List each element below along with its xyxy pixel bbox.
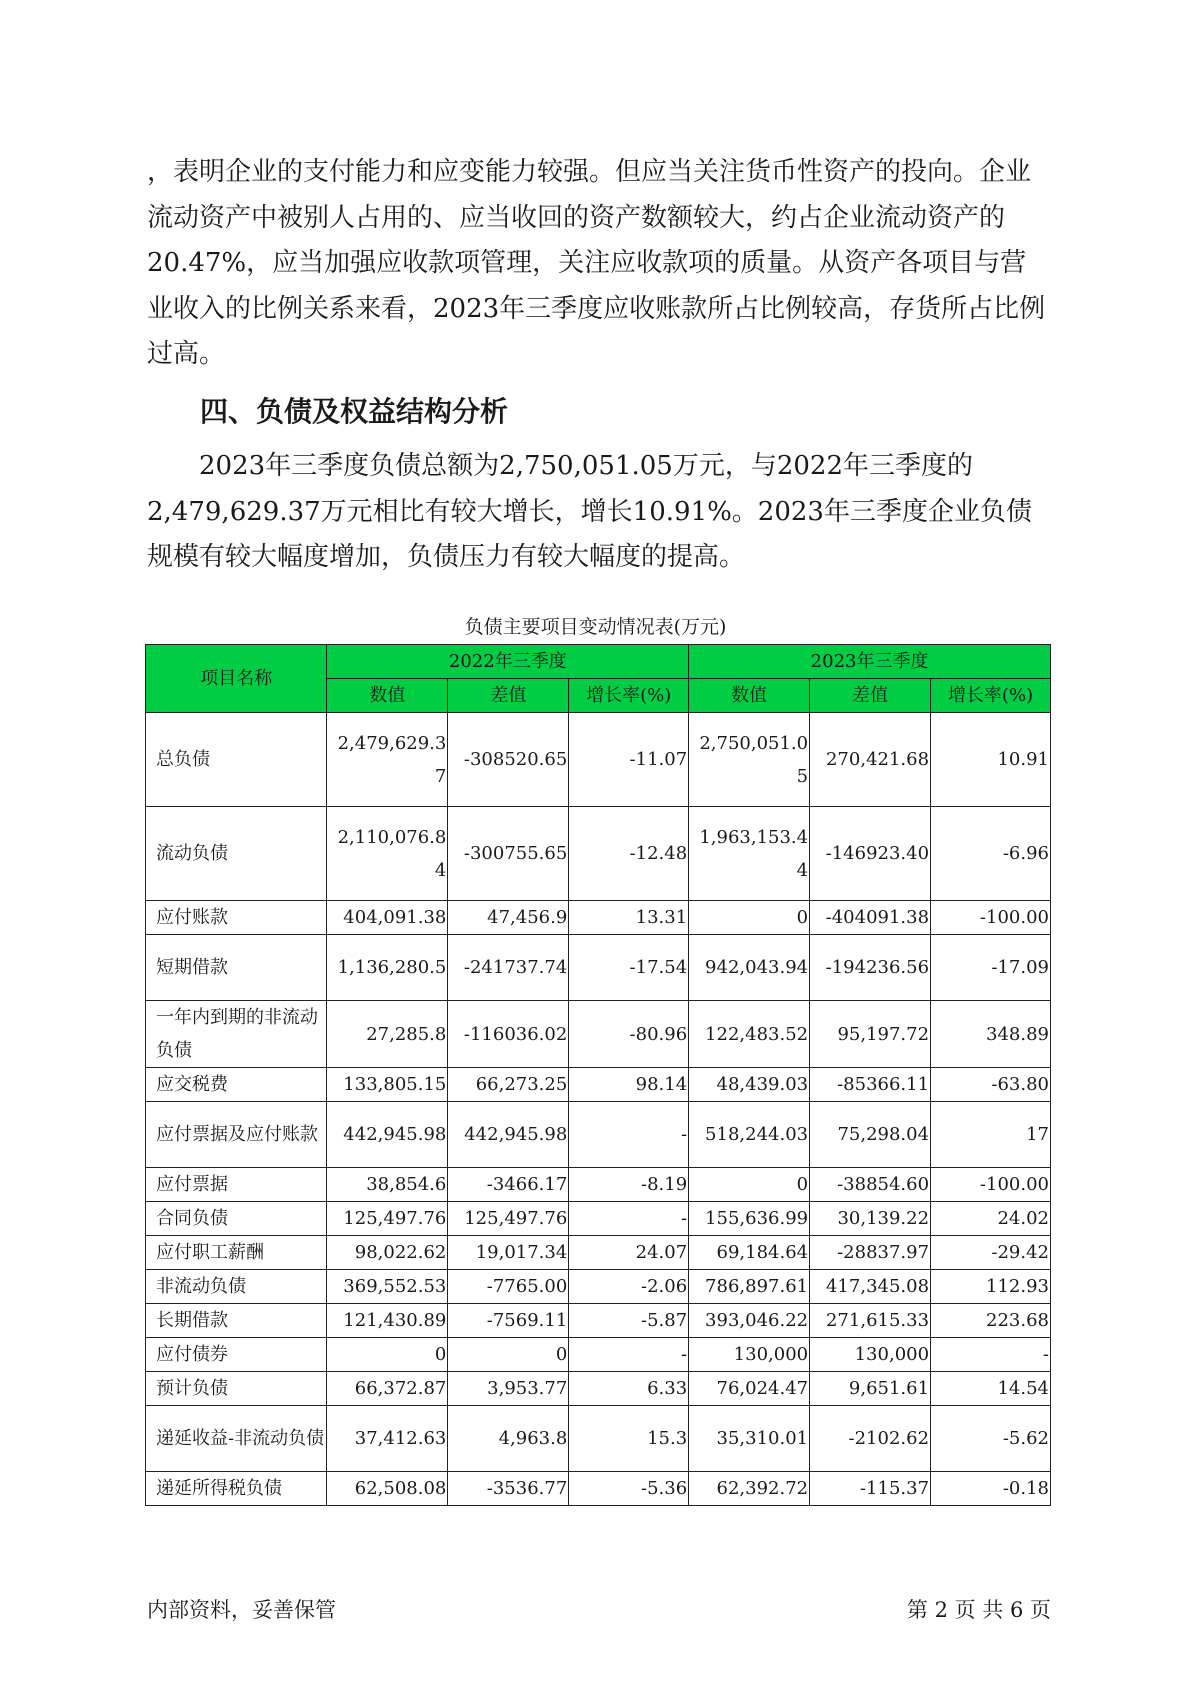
row-label: 应付票据及应付账款 <box>146 1102 327 1168</box>
table-cell: 2,479,629.37 <box>327 713 448 807</box>
table-cell: -85366.11 <box>810 1068 931 1102</box>
table-cell: -3466.17 <box>448 1168 569 1202</box>
table-cell: 35,310.01 <box>689 1406 810 1472</box>
table-cell: 125,497.76 <box>327 1202 448 1236</box>
table-cell: 121,430.89 <box>327 1304 448 1338</box>
table-cell: 98.14 <box>569 1068 689 1102</box>
table-row <box>146 1304 1051 1338</box>
table-cell: -308520.65 <box>448 713 569 807</box>
table-cell: -100.00 <box>931 901 1051 935</box>
table-cell: - <box>569 1102 689 1168</box>
table-cell: 62,392.72 <box>689 1472 810 1506</box>
table-cell: 369,552.53 <box>327 1270 448 1304</box>
table-cell: 17 <box>931 1102 1051 1168</box>
table-cell: -300755.65 <box>448 807 569 901</box>
table-cell: 271,615.33 <box>810 1304 931 1338</box>
table-cell: 942,043.94 <box>689 935 810 1001</box>
table-cell: 786,897.61 <box>689 1270 810 1304</box>
table-row <box>146 1202 1051 1236</box>
table-caption: 负债主要项目变动情况表(万元) <box>464 616 727 638</box>
paragraph-liability-summary: 2023年三季度负债总额为2,750,051.05万元，与2022年三季度的2,479,629.37万元相比有较大增长，增长10.91%。2023年三季度企业负债规模有较大幅度增加，负债压力有较大幅度的提高。 <box>147 451 1032 572</box>
table-cell: 442,945.98 <box>448 1102 569 1168</box>
header-year-2022: 2022年三季度 <box>327 645 689 679</box>
table-row <box>146 1372 1051 1406</box>
table-cell: 122,483.52 <box>689 1001 810 1068</box>
table-row <box>146 807 1051 901</box>
table-cell: 30,139.22 <box>810 1202 931 1236</box>
table-cell: 442,945.98 <box>327 1102 448 1168</box>
row-label: 流动负债 <box>146 807 327 901</box>
row-label: 应付债券 <box>146 1338 327 1372</box>
header-year-2023: 2023年三季度 <box>689 645 1051 679</box>
table-cell: 27,285.8 <box>327 1001 448 1068</box>
table-cell: -3536.77 <box>448 1472 569 1506</box>
table-cell: 112.93 <box>931 1270 1051 1304</box>
table-cell: 133,805.15 <box>327 1068 448 1102</box>
table-row <box>146 1270 1051 1304</box>
table-row <box>146 713 1051 807</box>
row-label: 应付票据 <box>146 1168 327 1202</box>
table-cell: -28837.97 <box>810 1236 931 1270</box>
table-cell: 24.07 <box>569 1236 689 1270</box>
table-cell: -0.18 <box>931 1472 1051 1506</box>
table-cell: 130,000 <box>689 1338 810 1372</box>
row-label: 递延所得税负债 <box>146 1472 327 1506</box>
header-growth-2022: 增长率(%) <box>569 679 689 713</box>
table-cell: 15.3 <box>569 1406 689 1472</box>
table-cell: 13.31 <box>569 901 689 935</box>
table-cell: -7765.00 <box>448 1270 569 1304</box>
table-cell: 0 <box>448 1338 569 1372</box>
table-cell: 95,197.72 <box>810 1001 931 1068</box>
header-diff-2022: 差值 <box>448 679 569 713</box>
table-cell: 155,636.99 <box>689 1202 810 1236</box>
table-cell: 518,244.03 <box>689 1102 810 1168</box>
table-cell: 66,273.25 <box>448 1068 569 1102</box>
table-cell: -5.62 <box>931 1406 1051 1472</box>
table-cell: -38854.60 <box>810 1168 931 1202</box>
row-label: 长期借款 <box>146 1304 327 1338</box>
table-cell: 10.91 <box>931 713 1051 807</box>
table-cell: -7569.11 <box>448 1304 569 1338</box>
table-cell: 4,963.8 <box>448 1406 569 1472</box>
table-cell: -63.80 <box>931 1068 1051 1102</box>
table-cell: 0 <box>689 1168 810 1202</box>
row-label: 一年内到期的非流动负债 <box>146 1001 327 1068</box>
table-cell: -100.00 <box>931 1168 1051 1202</box>
table-cell: 69,184.64 <box>689 1236 810 1270</box>
table-cell: 47,456.9 <box>448 901 569 935</box>
table-row <box>146 1472 1051 1506</box>
table-cell: 393,046.22 <box>689 1304 810 1338</box>
header-value-2022: 数值 <box>327 679 448 713</box>
table-cell: -116036.02 <box>448 1001 569 1068</box>
table-cell: 14.54 <box>931 1372 1051 1406</box>
table-cell: -17.09 <box>931 935 1051 1001</box>
table-cell: -11.07 <box>569 713 689 807</box>
row-label: 应付账款 <box>146 901 327 935</box>
table-cell: -5.87 <box>569 1304 689 1338</box>
table-cell: 270,421.68 <box>810 713 931 807</box>
table-cell: 6.33 <box>569 1372 689 1406</box>
table-cell: 130,000 <box>810 1338 931 1372</box>
table-cell: 38,854.6 <box>327 1168 448 1202</box>
table-row <box>146 1168 1051 1202</box>
table-cell: 3,953.77 <box>448 1372 569 1406</box>
row-label: 应交税费 <box>146 1068 327 1102</box>
paragraph-asset-summary: ，表明企业的支付能力和应变能力较强。但应当关注货币性资产的投向。企业流动资产中被别人占用的、应当收回的资产数额较大，约占企业流动资产的20.47%，应当加强应收款项管理，关注应收款项的质量。从资产各项目与营业收入的比例关系来看，2023年三季度应收账款所占比例较高，存货所占比例过高。 <box>147 157 1046 369</box>
table-cell: -241737.74 <box>448 935 569 1001</box>
table-cell: -2102.62 <box>810 1406 931 1472</box>
table-cell: -6.96 <box>931 807 1051 901</box>
table-cell: 2,750,051.05 <box>689 713 810 807</box>
row-label: 递延收益-非流动负债 <box>146 1406 327 1472</box>
row-label: 合同负债 <box>146 1202 327 1236</box>
table-cell: - <box>569 1202 689 1236</box>
table-cell: -17.54 <box>569 935 689 1001</box>
table-cell: -8.19 <box>569 1168 689 1202</box>
row-label: 非流动负债 <box>146 1270 327 1304</box>
table-cell: 98,022.62 <box>327 1236 448 1270</box>
row-label: 预计负债 <box>146 1372 327 1406</box>
header-growth-2023: 增长率(%) <box>931 679 1051 713</box>
table-cell: -194236.56 <box>810 935 931 1001</box>
table-cell: 66,372.87 <box>327 1372 448 1406</box>
table-row <box>146 901 1051 935</box>
table-cell: 62,508.08 <box>327 1472 448 1506</box>
table-row <box>146 1406 1051 1472</box>
table-cell: -29.42 <box>931 1236 1051 1270</box>
header-diff-2023: 差值 <box>810 679 931 713</box>
table-cell: -404091.38 <box>810 901 931 935</box>
table-cell: 125,497.76 <box>448 1202 569 1236</box>
header-item-name: 项目名称 <box>146 645 327 713</box>
table-cell: -115.37 <box>810 1472 931 1506</box>
section-heading: 四、负债及权益结构分析 <box>200 395 509 428</box>
table-cell: -12.48 <box>569 807 689 901</box>
liability-table <box>145 644 1051 1506</box>
table-cell: 75,298.04 <box>810 1102 931 1168</box>
table-row <box>146 1068 1051 1102</box>
table-cell: 76,024.47 <box>689 1372 810 1406</box>
table-cell: 1,136,280.5 <box>327 935 448 1001</box>
table-cell: 1,963,153.44 <box>689 807 810 901</box>
row-label: 应付职工薪酬 <box>146 1236 327 1270</box>
table-cell: 24.02 <box>931 1202 1051 1236</box>
table-cell: 0 <box>327 1338 448 1372</box>
table-cell: 2,110,076.84 <box>327 807 448 901</box>
footer-page-number: 第 2 页 共 6 页 <box>906 1598 1051 1622</box>
table-cell: -146923.40 <box>810 807 931 901</box>
table-cell: 417,345.08 <box>810 1270 931 1304</box>
header-value-2023: 数值 <box>689 679 810 713</box>
table-cell: 19,017.34 <box>448 1236 569 1270</box>
row-label: 总负债 <box>146 713 327 807</box>
table-cell: 9,651.61 <box>810 1372 931 1406</box>
footer-confidential-note: 内部资料，妥善保管 <box>147 1598 336 1622</box>
table-cell: -5.36 <box>569 1472 689 1506</box>
table-cell: 48,439.03 <box>689 1068 810 1102</box>
row-label: 短期借款 <box>146 935 327 1001</box>
table-cell: - <box>931 1338 1051 1372</box>
table-row <box>146 1001 1051 1068</box>
table-cell: 0 <box>689 901 810 935</box>
table-cell: - <box>569 1338 689 1372</box>
table-row <box>146 1338 1051 1372</box>
table-cell: 348.89 <box>931 1001 1051 1068</box>
table-cell: 37,412.63 <box>327 1406 448 1472</box>
table-row <box>146 1236 1051 1270</box>
table-cell: -2.06 <box>569 1270 689 1304</box>
table-cell: -80.96 <box>569 1001 689 1068</box>
table-row <box>146 935 1051 1001</box>
table-cell: 404,091.38 <box>327 901 448 935</box>
table-row <box>146 1102 1051 1168</box>
table-cell: 223.68 <box>931 1304 1051 1338</box>
